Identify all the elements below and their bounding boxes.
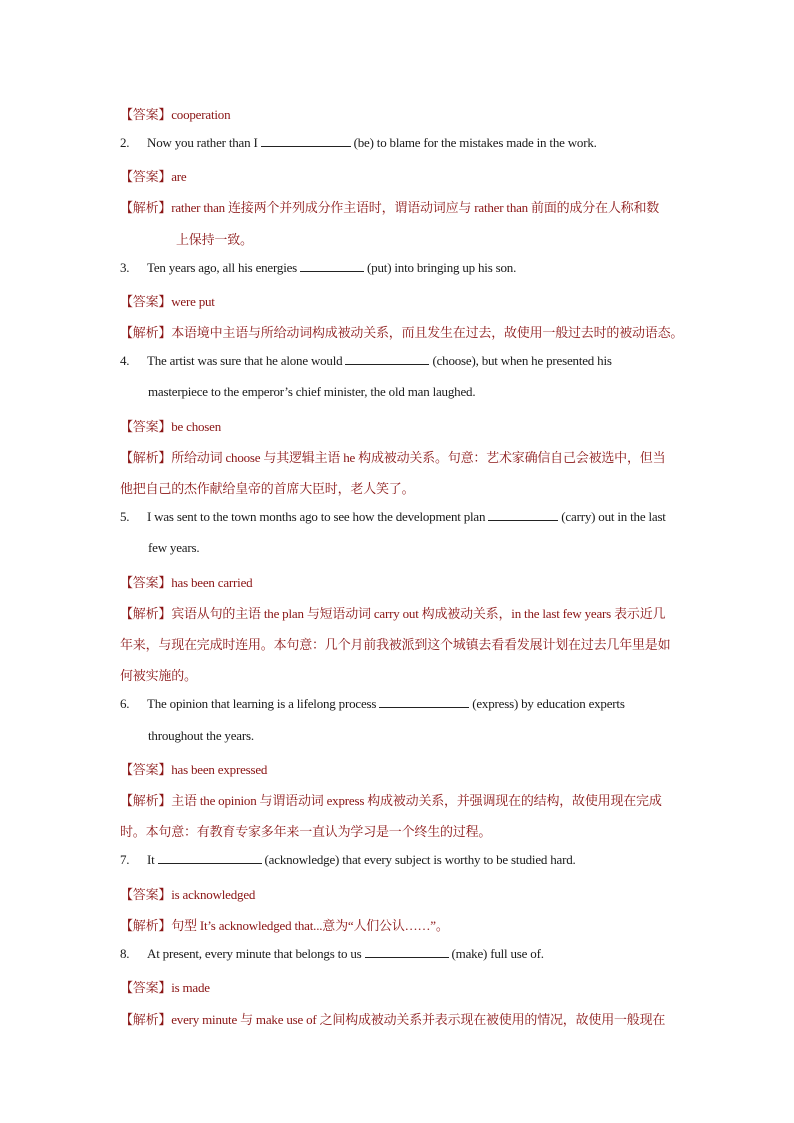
answer-tag: 【答案】 xyxy=(120,887,172,902)
analysis-text: 本语境中主语与所给动词构成被动关系，而且发生在过去，故使用一般过去时的被动语态。 xyxy=(171,325,684,340)
analysis-text: 宾语从句的主语 the plan 与短语动词 carry out 构成被动关系，in the last few years 表示近几 xyxy=(171,606,666,621)
question-text: At present, every minute that belongs to us xyxy=(147,946,362,961)
question-text: few years. xyxy=(148,540,200,555)
analysis-text: 时。本句意：有教育专家多年来一直认为学习是一个终生的过程。 xyxy=(120,824,492,839)
question-number: 6. xyxy=(120,696,130,711)
answer-tag: 【答案】 xyxy=(120,575,172,590)
analysis-line-2a xyxy=(120,197,659,216)
question-text: throughout the years. xyxy=(148,728,254,743)
analysis-tag: 【解析】 xyxy=(120,200,172,215)
answer-line-6 xyxy=(120,759,267,778)
answer-line-1 xyxy=(120,104,230,123)
answer-blank xyxy=(261,135,351,147)
answer-blank xyxy=(158,852,262,864)
answer-line-7 xyxy=(120,884,255,903)
analysis-line-6a xyxy=(120,790,662,809)
question-4-cont xyxy=(148,384,475,400)
analysis-line-5a xyxy=(120,603,665,622)
answer-text: were put xyxy=(171,294,215,309)
analysis-line-4b xyxy=(120,478,414,497)
answer-line-4 xyxy=(120,416,221,435)
answer-text: are xyxy=(171,169,187,184)
answer-tag: 【答案】 xyxy=(120,980,172,995)
question-text-cont: (be) to blame for the mistakes made in the work. xyxy=(353,135,597,150)
analysis-tag: 【解析】 xyxy=(120,450,172,465)
question-text: The artist was sure that he alone would xyxy=(147,353,343,368)
answer-text: has been carried xyxy=(171,575,253,590)
analysis-tag: 【解析】 xyxy=(120,325,172,340)
analysis-text: 年来，与现在完成时连用。本句意：几个月前我被派到这个城镇去看看发展计划在过去几年里是如 xyxy=(120,637,671,652)
question-text: Ten years ago, all his energies xyxy=(147,260,298,275)
analysis-line-8 xyxy=(120,1009,665,1028)
question-text-cont: (make) full use of. xyxy=(451,946,544,961)
analysis-text: 他把自己的杰作献给皇帝的首席大臣时，老人笑了。 xyxy=(120,481,415,496)
answer-tag: 【答案】 xyxy=(120,107,172,122)
analysis-line-5b xyxy=(120,634,670,653)
question-text: Now you rather than I xyxy=(147,135,258,150)
analysis-line-2b xyxy=(176,229,253,248)
question-text-cont: (choose), but when he presented his xyxy=(432,353,612,368)
answer-text: be chosen xyxy=(171,419,222,434)
analysis-text: 上保持一致。 xyxy=(176,232,253,247)
analysis-tag: 【解析】 xyxy=(120,606,172,621)
analysis-text: rather than 连接两个并列成分作主语时，谓语动词应与 rather than 前面的成分在人称和数 xyxy=(171,200,660,215)
analysis-text: 主语 the opinion 与谓语动词 express 构成被动关系，并强调现在的结构，故使用现在完成 xyxy=(171,793,662,808)
analysis-line-6b xyxy=(120,821,491,840)
analysis-line-7 xyxy=(120,915,449,934)
question-number: 8. xyxy=(120,946,130,961)
answer-line-2 xyxy=(120,166,186,185)
answer-tag: 【答案】 xyxy=(120,419,172,434)
question-text-cont: (carry) out in the last xyxy=(561,509,666,524)
question-8 xyxy=(120,946,544,962)
analysis-line-3 xyxy=(120,322,683,341)
answer-blank xyxy=(365,946,449,958)
answer-line-5 xyxy=(120,572,252,591)
analysis-text: 所给动词 choose 与其逻辑主语 he 构成被动关系。句意：艺术家确信自己会被选中，但当 xyxy=(171,450,666,465)
analysis-tag: 【解析】 xyxy=(120,793,172,808)
question-text-cont: (express) by education experts xyxy=(472,696,625,711)
answer-line-8 xyxy=(120,977,210,996)
question-text: I was sent to the town months ago to see how the development plan xyxy=(147,509,486,524)
question-text-cont: (acknowledge) that every subject is worthy to be studied hard. xyxy=(264,852,576,867)
answer-blank xyxy=(379,696,469,708)
answer-line-3 xyxy=(120,291,215,310)
question-5-cont xyxy=(148,540,199,556)
analysis-text: 句型 It’s acknowledged that...意为“人们公认……”。 xyxy=(171,918,449,933)
answer-tag: 【答案】 xyxy=(120,294,172,309)
question-4 xyxy=(120,353,612,369)
question-text: It xyxy=(147,852,155,867)
question-number: 4. xyxy=(120,353,130,368)
answer-blank xyxy=(300,260,364,272)
question-3 xyxy=(120,260,516,276)
question-6 xyxy=(120,696,625,712)
answer-text: has been expressed xyxy=(171,762,268,777)
analysis-text: 何被实施的。 xyxy=(120,668,197,683)
analysis-line-5c xyxy=(120,665,197,684)
question-number: 2. xyxy=(120,135,130,150)
question-number: 7. xyxy=(120,852,130,867)
answer-text: cooperation xyxy=(171,107,231,122)
question-5 xyxy=(120,509,666,525)
analysis-text: every minute 与 make use of 之间构成被动关系并表示现在被使用的情况，故使用一般现在 xyxy=(171,1012,666,1027)
question-7 xyxy=(120,852,576,868)
answer-text: is acknowledged xyxy=(171,887,256,902)
analysis-line-4a xyxy=(120,447,665,466)
question-2 xyxy=(120,135,597,151)
answer-tag: 【答案】 xyxy=(120,762,172,777)
question-text: masterpiece to the emperor’s chief minister, the old man laughed. xyxy=(148,384,476,399)
analysis-tag: 【解析】 xyxy=(120,1012,172,1027)
answer-blank xyxy=(345,353,429,365)
question-number: 3. xyxy=(120,260,130,275)
question-text: The opinion that learning is a lifelong process xyxy=(147,696,377,711)
answer-blank xyxy=(488,509,558,521)
answer-text: is made xyxy=(171,980,210,995)
answer-tag: 【答案】 xyxy=(120,169,172,184)
question-number: 5. xyxy=(120,509,130,524)
analysis-tag: 【解析】 xyxy=(120,918,172,933)
question-text-cont: (put) into bringing up his son. xyxy=(367,260,517,275)
question-6-cont xyxy=(148,728,254,744)
